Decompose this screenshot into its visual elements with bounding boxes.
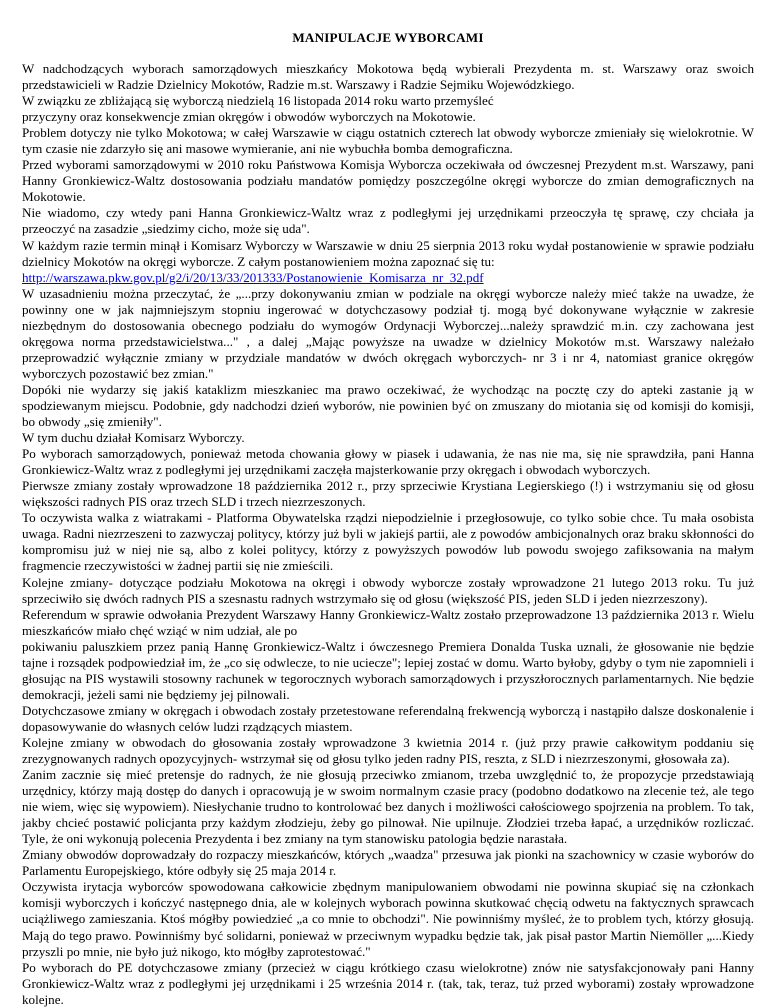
link-line	[22, 270, 754, 286]
paragraph: Po wyborach do PE dotychczasowe zmiany (przecież w ciągu krótkiego czasu wielokrotne) znów nie satysfakcjonowały pani Hanny Gronkiewicz-Waltz wraz z podległymi jej urzędnikami i 25 września 2014 r. (tak, tak, teraz, tuż przed wyborami) zostały wprowadzone kolejne.	[22, 959, 754, 1007]
paragraph: To oczywista walka z wiatrakami - Platforma Obywatelska rządzi niepodzielnie i przegłosowuje, co tylko sobie chce. Tu mała osobista uwaga. Radni niezrzeszeni to zazwyczaj politycy, którzy już byli w jakiejś partii, ale z powodów ambicjonalnych oraz braku skłonności do kompromisu już w niej nie są, albo z kolei politycy, którzy z powyższych powodów lub powodu swojego zafiksowania na małym fragmencie rzeczywistości w żadnej partii się nie zmieścili.	[22, 510, 754, 574]
paragraph: W uzasadnieniu można przeczytać, że „...przy dokonywaniu zmian w podziale na okręgi wyborcze należy mieć także na uwadze, że powinny one w jak najmniejszym stopniu ingerować w dotychczasowy podział tj. mogą być dokonywane wyłącznie w zakresie niezbędnym do dostosowania obecnego podziału do wymogów Ordynacji Wyborczej...należy sprawdzić m.in. czy zachowana jest okręgowa norma przedstawicielstwa..." , a dalej „Mając powyższe na uwadze w dzielnicy Mokotów m.st. Warszawy należało przeprowadzić wyłącznie zmiany w przydziale mandatów w dwóch okręgach wyborczych- nr 3 i nr 4, natomiast granice okręgów wyborczych pozostawić bez zmian."	[22, 285, 754, 381]
paragraph: Kolejne zmiany w obwodach do głosowania zostały wprowadzone 3 kwietnia 2014 r. (już przy prawie całkowitym poddaniu się zrezygnowanych radnych opozycyjnych- wstrzymał się od głosu tylko jeden radny PIS, reszta, z SLD i niezrzeszonymi, głosowała za).	[22, 734, 754, 767]
paragraph: W nadchodzących wyborach samorządowych mieszkańcy Mokotowa będą wybierali Prezydenta m. st. Warszawy oraz swoich przedstawicieli w Radzie Dzielnicy Mokotów, Radzie m.st. Warszawy i Radzie Sejmiku Wojewódzkiego.	[22, 61, 754, 93]
paragraph: Zmiany obwodów doprowadzały do rozpaczy mieszkańców, których „waadza" przesuwa jak pionki na szachownicy w czasie wyborów do Parlamentu Europejskiego, które odbyły się 25 maja 2014 r.	[22, 847, 754, 879]
paragraph: Zanim zacznie się mieć pretensje do radnych, że nie głosują przeciwko zmianom, trzeba uwzględnić to, że propozycje przedstawiają urzędnicy, którzy mają dostęp do danych i opracowują je w swoim normalnym czasie pracy (podobno dodatkowo na zlecenie też, ale tego nie wiem, więc się wypowiem). Niesłychanie trudno to kontrolować bez danych i możliwości całościowego spojrzenia na problem. To tak, jakby chcieć postawić policjanta przy każdym złodzieju, żeby go pilnował. Nie upilnuje. Złodziei trzeba łapać, a urzędników rozliczać. Tyle, że oni wykonują polecenia Prezydenta i bez zmiany na tym stanowisku patologia będzie narastała.	[22, 767, 754, 847]
paragraph: W tym duchu działał Komisarz Wyborczy.	[22, 430, 245, 446]
postanowienie-link[interactable]: http://warszawa.pkw.gov.pl/g2/i/20/13/33/201333/Postanowienie_Komisarza_nr_32.pdf	[22, 269, 484, 285]
paragraph: Dopóki nie wydarzy się jakiś kataklizm mieszkaniec ma prawo oczekiwać, że wychodząc na pocztę czy do apteki zastanie ją w spodziewanym miejscu. Podobnie, gdy nadchodzi dzień wyborów, nie powinien być on zmuszany do miotania się od komisji do komisji, bo obwody „się zmieniły".	[22, 381, 754, 430]
paragraph: W każdym razie termin minął i Komisarz Wyborczy w Warszawie w dniu 25 sierpnia 2013 roku wydał postanowienie w sprawie podziału dzielnicy Mokotów na okręgi wyborcze. Z całym postanowieniem można zapoznać się tu:	[22, 237, 754, 269]
paragraph: Kolejne zmiany- dotyczące podziału Mokotowa na okręgi i obwody wyborcze zostały wprowadzone 21 lutego 2013 roku. Tu już sprzeciwiło się dwóch radnych PIS a szesnastu radnych wstrzymało się od głosu (większość PIS, jeden SLD i jeden niezrzeszony).	[22, 574, 754, 606]
paragraph: Po wyborach samorządowych, ponieważ metoda chowania głowy w piasek i udawania, że nas nie ma, się nie sprawdziła, pani Hanna Gronkiewicz-Waltz wraz z podległymi jej urzędnikami zaczęła majsterkowanie przy okręgach i obwodach wyborczych.	[22, 446, 754, 478]
paragraph: przyczyny oraz konsekwencje zmian okręgów i obwodów wyborczych na Mokotowie.	[22, 109, 476, 125]
paragraph: pokiwaniu paluszkiem przez panią Hannę Gronkiewicz-Waltz i ówczesnego Premiera Donalda Tuska uznali, że głosowanie nie będzie tajne i rozsądek podpowiedział im, że „co się odwlecze, to nie uciecze"; lepiej zostać w domu. Warto byłoby, gdyby o tym nie zapomnieli i głosując na PIS wystawili stosowny rachunek w tegorocznych wyborach samorządowych i przyszłorocznych parlamentarnych. Nie będzie demokracji, jeżeli sami nie będziemy jej pilnowali.	[22, 638, 754, 702]
paragraph: Nie wiadomo, czy wtedy pani Hanna Gronkiewicz-Waltz wraz z podległymi jej urzędnikami przeoczyła tę sprawę, czy chciała ja przeoczyć na zasadzie „siedzimy cicho, może się uda".	[22, 205, 754, 237]
paragraph: Oczywista irytacja wyborców spowodowana całkowicie zbędnym manipulowaniem obwodami nie powinna skupiać się na członkach komisji wyborczych i kończyć następnego dnia, ale w kolejnych wyborach powinna skutkować chęcią odwetu na faktycznych sprawcach uciążliwego zamieszania. Ktoś mógłby powiedzieć „a co mnie to obchodzi". Nie powinniśmy myśleć, że to problem tych, którzy głosują. Mają do tego prawo. Powinniśmy być solidarni, ponieważ w przeciwnym wypadku będzie tak, jak pisał pastor Martin Niemöller „...Kiedy przyszli po mnie, nie było już nikogo, kto mógłby zaprotestować."	[22, 879, 754, 959]
paragraph: Dotychczasowe zmiany w okręgach i obwodach zostały przetestowane referendalną frekwencją wyborczą i nastąpiło dalsze doskonalenie i dopasowywanie do własnych celów ludzi rządzących miastem.	[22, 702, 754, 734]
paragraph: Referendum w sprawie odwołania Prezydent Warszawy Hanny Gronkiewicz-Waltz zostało przeprowadzone 13 października 2013 r. Wielu mieszkańców miało chęć wziąć w nim udział, ale po	[22, 606, 754, 638]
paragraph: Pierwsze zmiany zostały wprowadzone 18 października 2012 r., przy sprzeciwie Krystiana Legierskiego (!) i wstrzymaniu się od głosu większości radnych PIS oraz trzech SLD i trzech niezrzeszonych.	[22, 478, 754, 510]
paragraph: Przed wyborami samorządowymi w 2010 roku Państwowa Komisja Wyborcza oczekiwała od ówczesnej Prezydent m.st. Warszawy, pani Hanny Gronkiewicz-Waltz dostosowania podziału mandatów pomiędzy poszczególne okręgi wyborcze do zmian demograficznych na Mokotowie.	[22, 157, 754, 205]
paragraph: Problem dotyczy nie tylko Mokotowa; w całej Warszawie w ciągu ostatnich czterech lat obwody wyborcze zmieniały się wielokrotnie. W tym czasie nie zdarzyło się ani masowe wymieranie, ani nie wybuchła bomba demograficzna.	[22, 125, 754, 157]
paragraph: W związku ze zbliżającą się wyborczą niedzielą 16 listopada 2014 roku warto przemyśleć	[22, 93, 494, 109]
document-title: MANIPULACJE WYBORCAMI	[292, 30, 484, 45]
